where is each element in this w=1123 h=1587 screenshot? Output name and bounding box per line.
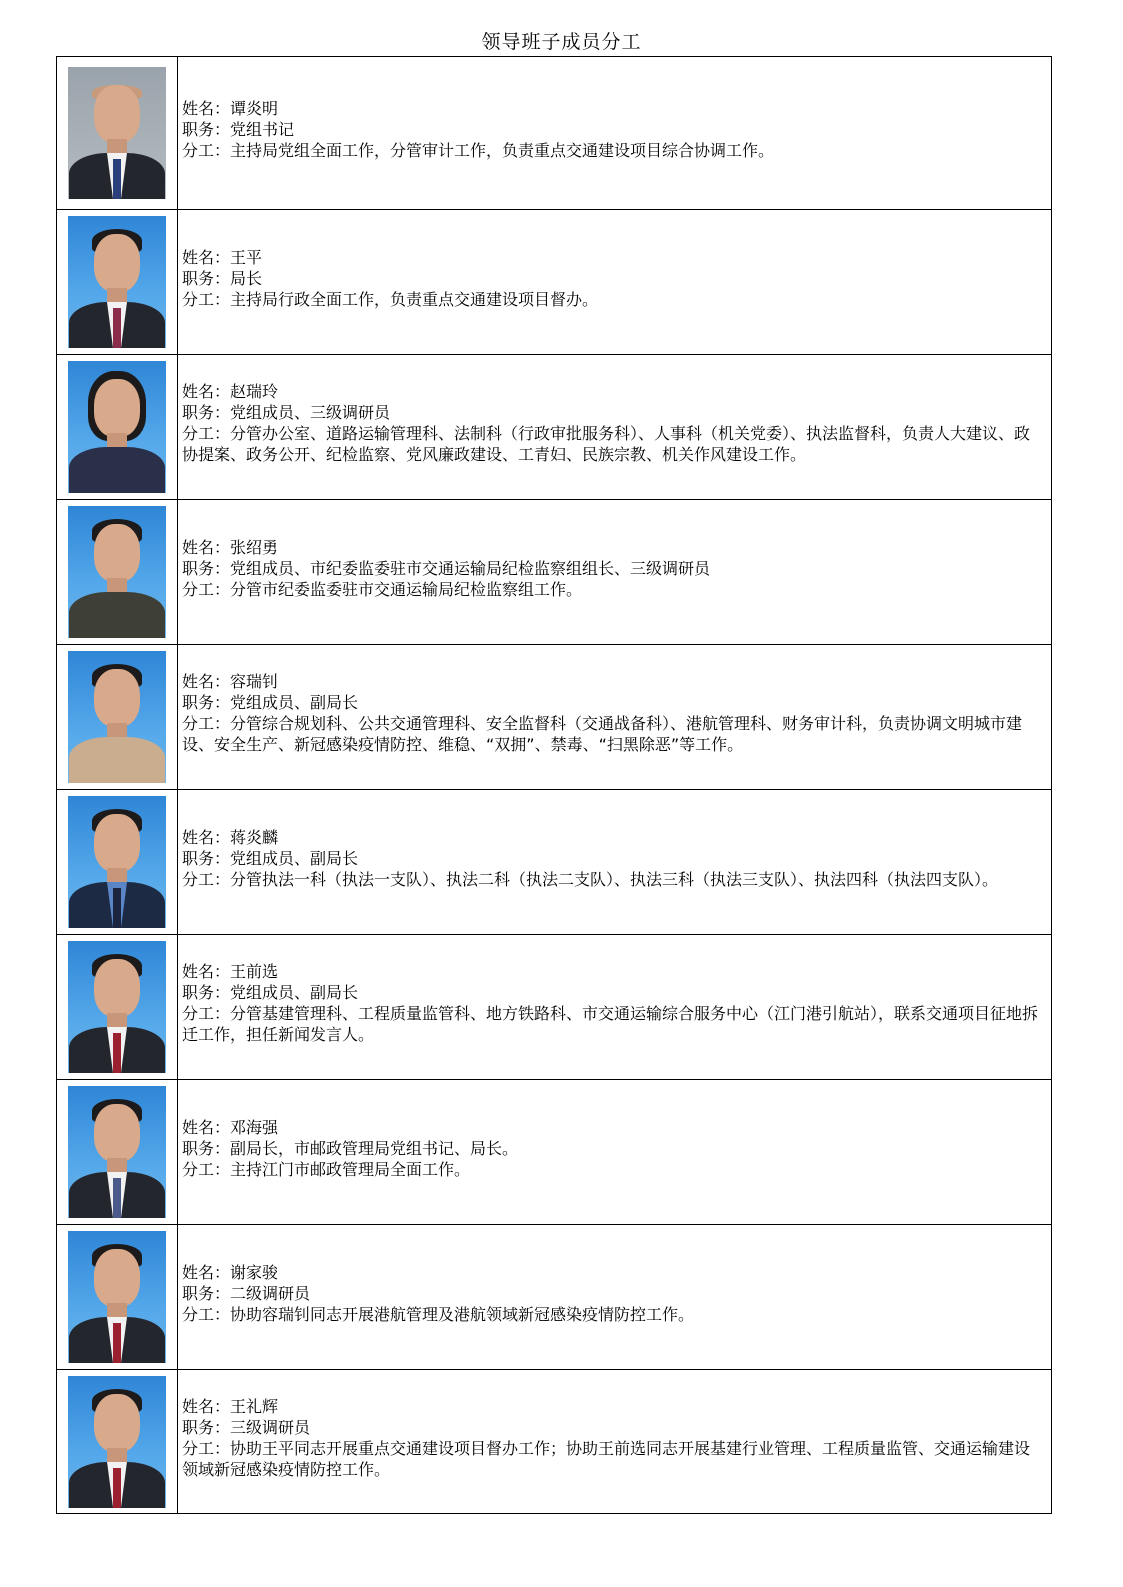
photo-cell xyxy=(57,1080,178,1224)
photo-cell xyxy=(57,935,178,1079)
position-line: 职务：三级调研员 xyxy=(182,1417,311,1437)
duty-line: 分工：分管办公室、道路运输管理科、法制科（行政审批服务科）、人事科（机关党委）、执法监督科，负责人大建议、政协提案、政务公开、纪检监察、党风廉政建设、工青妇、民族宗教、机关作风建设工作。 xyxy=(182,424,1031,464)
info-cell xyxy=(178,1370,1051,1513)
page-title: 领导班子成员分工 xyxy=(481,31,642,53)
portrait-photo xyxy=(68,796,166,928)
name-line: 姓名：王平 xyxy=(182,247,263,267)
position-line: 职务：副局长，市邮政管理局党组书记、局长。 xyxy=(182,1138,519,1158)
table-row xyxy=(57,645,1051,790)
photo-cell xyxy=(57,790,178,934)
info-cell xyxy=(178,790,1051,934)
photo-cell xyxy=(57,57,178,209)
duty-line: 分工：主持局行政全面工作，负责重点交通建设项目督办。 xyxy=(182,289,599,309)
photo-cell xyxy=(57,210,178,354)
info-cell xyxy=(178,1225,1051,1369)
name-line: 姓名：谭炎明 xyxy=(182,98,279,118)
table-row xyxy=(57,935,1051,1080)
table-row xyxy=(57,1080,1051,1225)
member-name: 谭炎明 xyxy=(230,98,279,118)
photo-cell xyxy=(57,1225,178,1369)
position-line: 职务：党组成员、副局长 xyxy=(182,693,359,712)
duty-line: 分工：协助容瑞钊同志开展港航管理及港航领域新冠感染疫情防控工作。 xyxy=(182,1304,695,1324)
info-cell xyxy=(178,645,1051,789)
position-line: 职务：党组成员、副局长 xyxy=(182,848,359,868)
member-duty: 分管执法一科（执法一支队）、执法二科（执法二支队）、执法三科（执法三支队）、执法四科（执法四支队）。 xyxy=(230,869,999,889)
portrait-photo xyxy=(68,67,166,199)
member-name: 张绍勇 xyxy=(230,537,279,557)
duty-line: 分工：主持江门市邮政管理局全面工作。 xyxy=(182,1159,471,1179)
member-name: 谢家骏 xyxy=(230,1262,279,1282)
duty-line: 分工：主持局党组全面工作，分管审计工作，负责重点交通建设项目综合协调工作。 xyxy=(182,140,775,160)
position-line: 职务：党组成员、副局长 xyxy=(182,983,359,1002)
member-duty: 主持江门市邮政管理局全面工作。 xyxy=(230,1159,471,1179)
duty-line: 分工：分管执法一科（执法一支队）、执法二科（执法二支队）、执法三科（执法三支队）、执法四科（执法四支队）。 xyxy=(182,869,999,889)
info-cell xyxy=(178,355,1051,499)
member-name: 蒋炎麟 xyxy=(230,827,279,847)
member-duty: 协助容瑞钊同志开展港航管理及港航领域新冠感染疫情防控工作。 xyxy=(230,1304,695,1324)
name-line: 姓名：王前选 xyxy=(182,962,279,981)
table-row xyxy=(57,1225,1051,1370)
table-row xyxy=(57,1370,1051,1513)
member-name: 王平 xyxy=(230,247,263,267)
name-line: 姓名：张绍勇 xyxy=(182,537,279,557)
photo-cell xyxy=(57,355,178,499)
member-position: 党组成员、副局长 xyxy=(230,983,359,1002)
portrait-photo xyxy=(68,651,166,783)
member-name: 赵瑞玲 xyxy=(230,382,279,401)
info-cell xyxy=(178,57,1051,209)
portrait-photo xyxy=(68,361,166,493)
portrait-photo xyxy=(68,1086,166,1218)
duty-line: 分工：分管综合规划科、公共交通管理科、安全监督科（交通战备科）、港航管理科、财务审计科，负责协调文明城市建设、安全生产、新冠感染疫情防控、维稳、“双拥”、禁毒、“扫黑除恶”等工作。 xyxy=(182,714,1023,754)
member-position: 局长 xyxy=(230,268,263,288)
member-position: 副局长，市邮政管理局党组书记、局长。 xyxy=(230,1138,519,1158)
portrait-photo xyxy=(68,1376,166,1508)
photo-cell xyxy=(57,1370,178,1513)
portrait-photo xyxy=(68,1231,166,1363)
duty-line: 分工：协助王平同志开展重点交通建设项目督办工作；协助王前选同志开展基建行业管理、工程质量监管、交通运输建设领域新冠感染疫情防控工作。 xyxy=(182,1438,1031,1479)
member-name: 容瑞钊 xyxy=(230,672,279,691)
name-line: 姓名：谢家骏 xyxy=(182,1262,279,1282)
info-cell xyxy=(178,935,1051,1079)
table-row xyxy=(57,355,1051,500)
info-cell xyxy=(178,1080,1051,1224)
table-row xyxy=(57,210,1051,355)
member-position: 党组成员、副局长 xyxy=(230,848,359,868)
position-line: 职务：二级调研员 xyxy=(182,1283,311,1303)
info-cell xyxy=(178,500,1051,644)
member-duty: 分管市纪委监委驻市交通运输局纪检监察组工作。 xyxy=(230,579,583,599)
photo-cell xyxy=(57,645,178,789)
position-line: 职务：党组书记 xyxy=(182,119,295,139)
member-duty: 分管基建管理科、工程质量监管科、地方铁路科、市交通运输综合服务中心（江门港引航站），联系交通项目征地拆迁工作，担任新闻发言人。 xyxy=(182,1004,1039,1044)
name-line: 姓名：容瑞钊 xyxy=(182,672,279,691)
duty-line: 分工：分管市纪委监委驻市交通运输局纪检监察组工作。 xyxy=(182,579,583,599)
table-row xyxy=(57,57,1051,210)
portrait-photo xyxy=(68,506,166,638)
table-row xyxy=(57,790,1051,935)
position-line: 职务：党组成员、市纪委监委驻市交通运输局纪检监察组组长、三级调研员 xyxy=(182,558,711,578)
name-line: 姓名：蒋炎麟 xyxy=(182,827,279,847)
member-position: 党组成员、三级调研员 xyxy=(230,403,391,422)
member-duty: 分管办公室、道路运输管理科、法制科（行政审批服务科）、人事科（机关党委）、执法监督科，负责人大建议、政协提案、政务公开、纪检监察、党风廉政建设、工青妇、民族宗教、机关作风建设工作。 xyxy=(182,424,1031,464)
name-line: 姓名：赵瑞玲 xyxy=(182,382,279,401)
position-line: 职务：局长 xyxy=(182,268,263,288)
position-line: 职务：党组成员、三级调研员 xyxy=(182,403,391,422)
member-name: 邓海强 xyxy=(230,1117,279,1137)
member-position: 三级调研员 xyxy=(230,1417,311,1437)
member-name: 王礼辉 xyxy=(230,1396,279,1416)
member-duty: 主持局行政全面工作，负责重点交通建设项目督办。 xyxy=(230,289,599,309)
leadership-table xyxy=(56,56,1052,1514)
member-duty: 协助王平同志开展重点交通建设项目督办工作；协助王前选同志开展基建行业管理、工程质量监管、交通运输建设领域新冠感染疫情防控工作。 xyxy=(182,1438,1031,1479)
name-line: 姓名：邓海强 xyxy=(182,1117,279,1137)
member-position: 党组书记 xyxy=(230,119,295,139)
duty-line: 分工：分管基建管理科、工程质量监管科、地方铁路科、市交通运输综合服务中心（江门港引航站），联系交通项目征地拆迁工作，担任新闻发言人。 xyxy=(182,1004,1039,1044)
member-position: 二级调研员 xyxy=(230,1283,311,1303)
info-cell xyxy=(178,210,1051,354)
name-line: 姓名：王礼辉 xyxy=(182,1396,279,1416)
member-duty: 分管综合规划科、公共交通管理科、安全监督科（交通战备科）、港航管理科、财务审计科，负责协调文明城市建设、安全生产、新冠感染疫情防控、维稳、“双拥”、禁毒、“扫黑除恶”等工作。 xyxy=(182,714,1023,754)
portrait-photo xyxy=(68,941,166,1073)
member-position: 党组成员、副局长 xyxy=(230,693,359,712)
member-name: 王前选 xyxy=(230,962,279,981)
photo-cell xyxy=(57,500,178,644)
member-position: 党组成员、市纪委监委驻市交通运输局纪检监察组组长、三级调研员 xyxy=(230,558,711,578)
portrait-photo xyxy=(68,216,166,348)
table-row xyxy=(57,500,1051,645)
member-duty: 主持局党组全面工作，分管审计工作，负责重点交通建设项目综合协调工作。 xyxy=(230,140,775,160)
